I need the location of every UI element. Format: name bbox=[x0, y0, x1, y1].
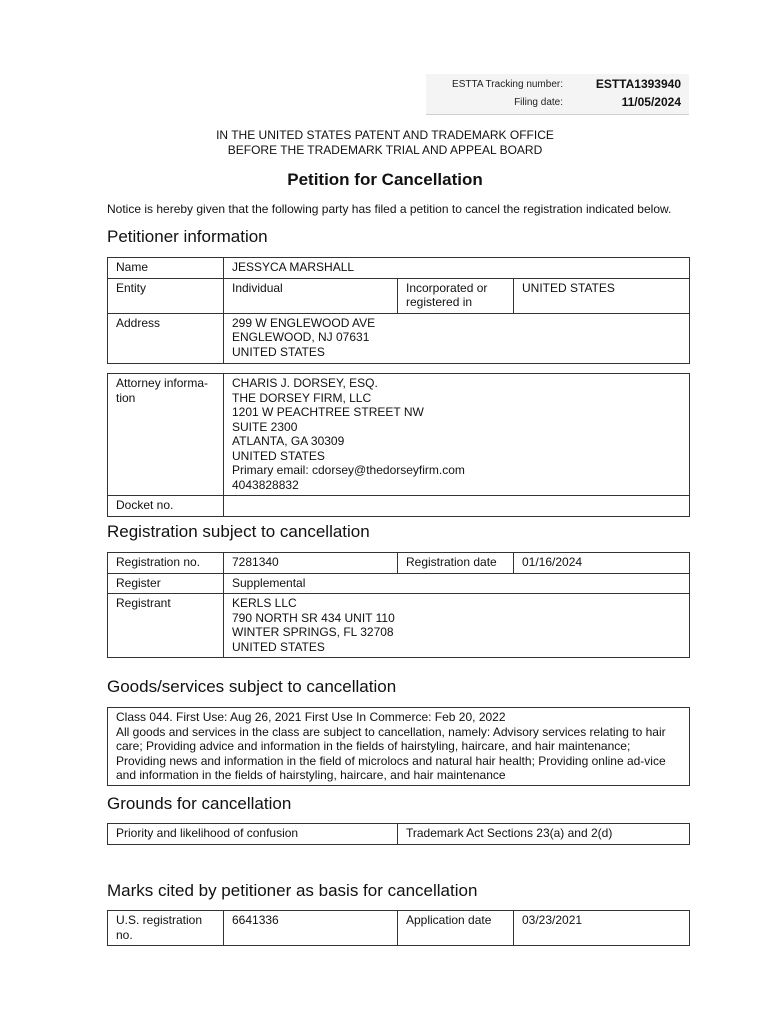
app-date-value: 03/23/2021 bbox=[514, 911, 690, 946]
reg-date-value: 01/16/2024 bbox=[514, 553, 690, 574]
filing-date-label: Filing date: bbox=[514, 97, 563, 108]
petitioner-entity-row bbox=[108, 278, 690, 313]
goods-text: Class 044. First Use: Aug 26, 2021 First Use In Commerce: Feb 20, 2022 All goods and services in the class are subject to cancellation, namely: Advisory services relating to hair care; Providing advice and information in the fields of hairstyling, haircare, and hair maintenance; Providing news and information in the field of microlocs and natural hair health; Providing online ad-vice and information in the fields of hairstyling, haircare, and hair maintenance bbox=[107, 707, 690, 786]
registration-table bbox=[107, 552, 690, 658]
petitioner-name-row bbox=[108, 258, 690, 279]
registrant-value: KERLS LLC 790 NORTH SR 434 UNIT 110 WINTER SPRINGS, FL 32708 UNITED STATES bbox=[224, 594, 690, 658]
filing-date-value: 11/05/2024 bbox=[621, 95, 681, 109]
goods-section-title: Goods/services subject to cancellation bbox=[107, 677, 397, 696]
registrant-row bbox=[108, 594, 690, 658]
registration-no-row bbox=[108, 553, 690, 574]
statute-value: Trademark Act Sections 23(a) and 2(d) bbox=[398, 824, 690, 845]
reg-no-label: Registration no. bbox=[108, 553, 224, 574]
registration-section-title: Registration subject to cancellation bbox=[107, 522, 370, 541]
grounds-section-title: Grounds for cancellation bbox=[107, 794, 292, 813]
register-row bbox=[108, 573, 690, 594]
marks-section-title: Marks cited by petitioner as basis for cancellation bbox=[107, 881, 478, 900]
document-title: Petition for Cancellation bbox=[287, 170, 483, 189]
app-date-label: Application date bbox=[398, 911, 514, 946]
name-value: JESSYCA MARSHALL bbox=[224, 258, 690, 279]
marks-table bbox=[107, 910, 690, 946]
attorney-value: CHARIS J. DORSEY, ESQ. THE DORSEY FIRM, LLC 1201 W PEACHTREE STREET NW SUITE 2300 ATLANTA, GA 30309 UNITED STATES Primary email: cdorsey@thedorseyfirm.com 4043828832 bbox=[224, 374, 690, 496]
address-label: Address bbox=[108, 313, 224, 363]
reg-no-value: 7281340 bbox=[224, 553, 398, 574]
attorney-table bbox=[107, 373, 690, 517]
incorporated-label: Incorporated or registered in bbox=[398, 278, 514, 313]
register-label: Register bbox=[108, 573, 224, 594]
docket-label: Docket no. bbox=[108, 496, 224, 517]
address-value: 299 W ENGLEWOOD AVE ENGLEWOOD, NJ 07631 UNITED STATES bbox=[224, 313, 690, 363]
docket-value bbox=[224, 496, 690, 517]
petitioner-section-title: Petitioner information bbox=[107, 227, 268, 246]
grounds-table bbox=[107, 823, 690, 845]
petitioner-address-row bbox=[108, 313, 690, 363]
entity-label: Entity bbox=[108, 278, 224, 313]
tracking-number-row bbox=[426, 76, 689, 94]
office-line-2: BEFORE THE TRADEMARK TRIAL AND APPEAL BOARD bbox=[227, 143, 543, 157]
attorney-label: Attorney informa- tion bbox=[108, 374, 224, 496]
tracking-box bbox=[426, 74, 689, 115]
office-line-1: IN THE UNITED STATES PATENT AND TRADEMARK OFFICE bbox=[216, 128, 554, 142]
tracking-number-value: ESTTA1393940 bbox=[595, 77, 681, 91]
tracking-number-label: ESTTA Tracking number: bbox=[452, 79, 563, 90]
entity-value: Individual bbox=[224, 278, 398, 313]
registrant-label: Registrant bbox=[108, 594, 224, 658]
name-label: Name bbox=[108, 258, 224, 279]
us-reg-label: U.S. registration no. bbox=[108, 911, 224, 946]
grounds-row bbox=[108, 824, 690, 845]
register-value: Supplemental bbox=[224, 573, 690, 594]
filing-date-row bbox=[426, 94, 689, 112]
docket-row bbox=[108, 496, 690, 517]
us-reg-value: 6641336 bbox=[224, 911, 398, 946]
ground-value: Priority and likelihood of confusion bbox=[108, 824, 398, 845]
marks-row bbox=[108, 911, 690, 946]
notice-text: Notice is hereby given that the following party has filed a petition to cancel the registration indicated below. bbox=[107, 202, 672, 216]
petitioner-table bbox=[107, 257, 690, 364]
attorney-row bbox=[108, 374, 690, 496]
reg-date-label: Registration date bbox=[398, 553, 514, 574]
incorporated-value: UNITED STATES bbox=[514, 278, 690, 313]
office-header bbox=[0, 128, 770, 158]
